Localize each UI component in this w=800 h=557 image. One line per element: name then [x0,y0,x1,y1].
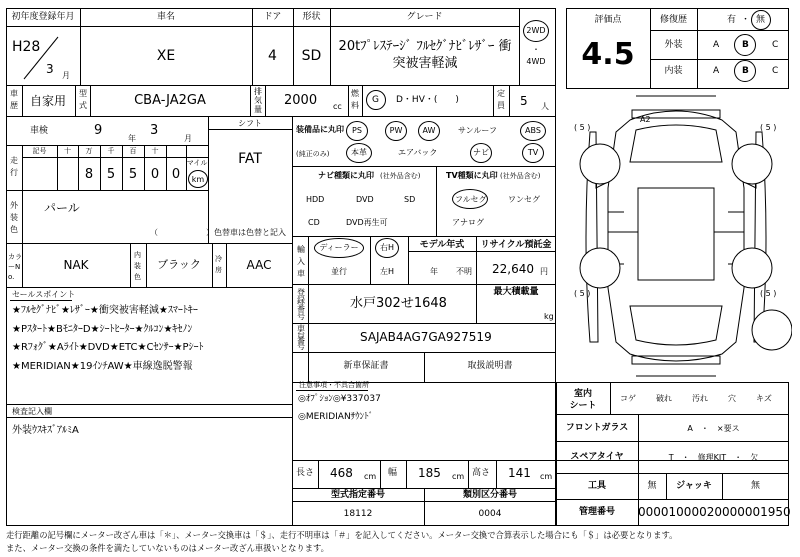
first-reg-label: 初年度登録年月 [11,12,75,22]
import-left-h: 左H [379,267,394,276]
exterior-a: A [713,40,720,50]
import-parallel: 並行 [331,267,347,276]
tv-fullseg: フルセグ [455,195,487,204]
height-unit: cm [540,472,553,481]
ac-value: AAC [246,258,272,272]
width-unit: cm [452,472,465,481]
tv-sub: (社外品含む) [500,172,541,180]
inspection-label: 車検 [30,126,49,136]
mileage-digit-5: 0 [171,167,181,182]
sales-point-line-4: ★MERIDIAN★19ｲﾝﾁAW★車線逸脱警報 [12,361,193,372]
length-label: 長さ [296,468,315,478]
tools-value: 無 [647,481,657,491]
tv-analog: アナログ [452,218,484,227]
mileage-digit-3: 5 [128,167,138,182]
mileage-head-1: 十 [64,147,71,155]
navi-dvd-play: DVD再生可 [346,218,388,227]
registration-value: 水戸302せ1648 [350,296,447,311]
model-year-unknown: 不明 [456,267,472,276]
equip-navi: ナビ [473,148,489,157]
interior-b: B [742,66,749,76]
model-name: XE [156,48,176,64]
color-label: 外装色 [10,201,18,234]
mileage-head-symbol: 記号 [32,147,47,155]
score-label: 評価点 [594,15,622,25]
capacity-value: 5 [520,94,528,108]
car-diagram [560,92,792,380]
windshield-value: A ・ ×要ス [687,424,740,433]
inspector-text: 外装ｳｽｷｽﾞｱﾙﾐA [12,425,79,436]
capacity-label: 定員 [497,89,505,110]
equip-pw: PW [389,126,403,135]
displacement-label: 排気量 [254,87,262,114]
shift-label: シフト [238,119,262,128]
import-label: 輸入車 [297,245,305,278]
navi-dvd: DVD [356,195,374,204]
length-unit: cm [364,472,377,481]
equip-leather: 本革 [351,148,367,157]
interior-color-label: 内装色 [134,251,141,281]
equipment-label: 装備品に丸印 [296,125,344,134]
navi-title: ナビ種類に丸印 [318,171,374,180]
navi-sd: SD [404,195,416,204]
color-code-value: NAK [63,258,89,272]
repair-label: 修復歴 [659,15,687,25]
chassis-value: SAJAB4AG7GA927519 [360,330,492,344]
fuel-g: G [372,95,379,105]
inspection-month-unit: 月 [184,134,192,143]
mileage-digit-1: 8 [84,167,94,182]
equip-ps: PS [352,126,362,135]
inspector-label: 検査記入欄 [12,407,52,416]
sales-points-label: セールスポイント [12,290,76,299]
registration-label: 登録番号 [297,288,305,321]
drive-2wd: 2WD [526,26,546,35]
import-dealer: ディーラー [319,243,359,252]
exterior-b: B [742,40,749,50]
payload-label: 最大積載量 [493,287,539,297]
sales-point-line-3: ★Rﾌｫｸﾞ★Aﾗｲﾄ★DVD★ETC★Cｾﾝｻｰ★Pｼｰﾄ [12,342,204,353]
drive-4wd: 4WD [526,57,546,66]
recycle-value: 22,640 [492,262,534,276]
footer-line-2: また、メーター交換の条件を満たしていないものはメーター改ざん車扱いとなります。 [6,543,329,553]
body-shape: SD [301,48,322,64]
notes-label: 注意事項・不具合箇所 [299,381,369,389]
notes-line-1: ◎ｵﾌﾟｼｮﾝ◎¥337037 [298,394,381,404]
equip-aw: AW [422,126,436,135]
exterior-label: 外装 [664,40,683,50]
front-damage-mark: A2 [640,115,651,124]
model-code: CBA-JA2GA [134,93,206,108]
width-label: 幅 [388,468,398,478]
drive-sep: ・ [532,45,540,54]
jack-label: ジャッキ [676,481,712,491]
score-value: 4.5 [581,37,635,72]
sales-point-line-2: ★Pｽﾀｰﾄ★BﾓﾆﾀｰD★ｼｰﾄﾋｰﾀｰ★ｸﾙｺﾝ★ｷｾﾉﾝ [12,324,193,335]
jack-value: 無 [750,481,760,491]
inspection-year-unit: 年 [128,134,136,143]
seat-hole: 穴 [728,394,736,403]
exterior-c: C [772,40,779,50]
spec-number-label: 型式指定番号 [330,490,385,500]
import-right-h: 右H [379,243,394,252]
windshield-label: フロントガラス [565,423,629,433]
width-value: 185 [418,466,441,480]
mgmt-value: 00001000020000001950 [638,505,791,519]
use-value: 自家用 [30,94,67,108]
fuel-other: D・HV・( ) [396,95,459,105]
interior-color-value: ブラック [157,258,201,271]
class-number-label: 類別区分番号 [462,490,517,500]
door-label: ドア [263,12,282,22]
model-label: 車名 [156,12,175,22]
recycle-unit: 円 [540,267,548,276]
notes-line-2: ◎MERIDIANｻｳﾝﾄﾞ [298,412,374,422]
shape-label: 形状 [302,12,321,22]
grade-label: グレード [406,12,443,22]
chassis-label: 車台番号 [297,324,305,351]
fuel-label: 燃料 [351,89,359,110]
mileage-head-3: 千 [107,147,115,155]
recycle-label: リサイクル預託金 [480,240,552,250]
navi-sub: (社外品含む) [380,172,421,180]
spec-number-value: 18112 [343,509,373,519]
grade-value: 20tﾌﾟﾚｽﾃｰｼﾞ ﾌﾙｾｸﾞﾅﾋﾞﾚｻﾞｰ 衝突被害軽減 [338,39,512,71]
color-value: パール [44,201,80,215]
tire-label-rr: ( 5 ) [760,289,777,298]
capacity-unit: 人 [541,102,549,111]
inspection-year: 9 [94,123,103,138]
equip-sunroof: サンルーフ [458,126,497,135]
owner-manual: 取扱説明書 [467,361,513,371]
shift-value: FAT [238,151,262,167]
interior-seat-label-2: シート [569,401,597,411]
equip-tv: TV [527,148,539,157]
interior-c: C [772,66,779,76]
mileage-digit-4: 0 [150,167,160,182]
sales-point-line-1: ★ﾌﾙｾｸﾞﾅﾋﾞ★ﾚｻﾞｰ★衝突被害軽減★ｽﾏｰﾄｷｰ [12,305,198,316]
new-car-warranty: 新車保証書 [343,361,389,371]
seat-stain: 汚れ [692,394,708,403]
interior-seat-label-1: 室内 [573,389,592,399]
era-year: H28 [12,39,41,55]
mileage-head-mile: マイル [186,159,208,167]
tools-label: 工具 [587,481,606,491]
mileage-head-4: 百 [129,147,137,155]
tire-label-fr: ( 5 ) [760,123,777,132]
seat-tear: 破れ [656,394,672,403]
displacement-unit: cc [333,102,342,111]
equip-airbag: エアバック [398,148,438,157]
height-label: 高さ [472,468,491,478]
repair-dot: ・ [741,15,751,25]
tv-oneseg: ワンセグ [508,195,540,204]
interior-label: 内装 [664,66,683,76]
tire-label-fl: ( 5 ) [574,123,591,132]
model-year-label: モデル年式 [419,240,465,250]
ac-label: 冷房 [215,255,222,274]
mgmt-label: 管理番号 [578,507,615,517]
navi-hdd: HDD [306,195,325,204]
seat-scratch: キズ [756,394,772,403]
date-slash [20,35,60,81]
reg-month-unit: 月 [62,71,70,80]
mileage-label: 走行 [10,156,18,177]
displacement-value: 2000 [284,93,318,108]
repair-no: 無 [756,15,766,25]
length-value: 468 [330,466,353,480]
mileage-head-2: 万 [85,147,93,155]
spare-tire-value: T ・ 修理KIT ・ 欠 [668,453,759,462]
tv-title: TV種類に丸印 [446,171,498,180]
equip-abs: ABS [525,126,541,135]
model-year-unit: 年 [430,267,438,276]
inspection-month: 3 [150,123,159,138]
mileage-head-5: 十 [151,147,159,155]
repair-yes: 有 [727,15,737,25]
class-number-value: 0004 [478,509,502,519]
tire-label-rl: ( 5 ) [574,289,591,298]
footer-line-1: 走行距離の記号欄にメーター改ざん車は「＊」、メーター交換車は「＄」、走行不明車は「＃」を記入してください。メーター交換で合算表示した場合にも「＄」は必要となります。 [6,530,678,540]
seat-burn: コゲ [620,394,636,403]
type-label: 型式 [79,89,87,110]
navi-cd: CD [308,218,320,227]
use-label: 車歴 [10,89,18,110]
mileage-unit: km [191,175,205,184]
mileage-digit-2: 5 [106,167,116,182]
interior-a: A [713,66,720,76]
equipment-sublabel: (純正のみ) [296,150,330,158]
door-count: 4 [268,48,277,64]
spare-tire-label: スペアタイヤ [570,452,624,462]
color-code-label: カラーNo. [8,253,22,281]
color-note: （ ）色替車は色替と記入 [150,228,286,237]
reg-month: 3 [46,62,54,76]
payload-unit: kg [544,312,554,321]
height-value: 141 [508,466,531,480]
